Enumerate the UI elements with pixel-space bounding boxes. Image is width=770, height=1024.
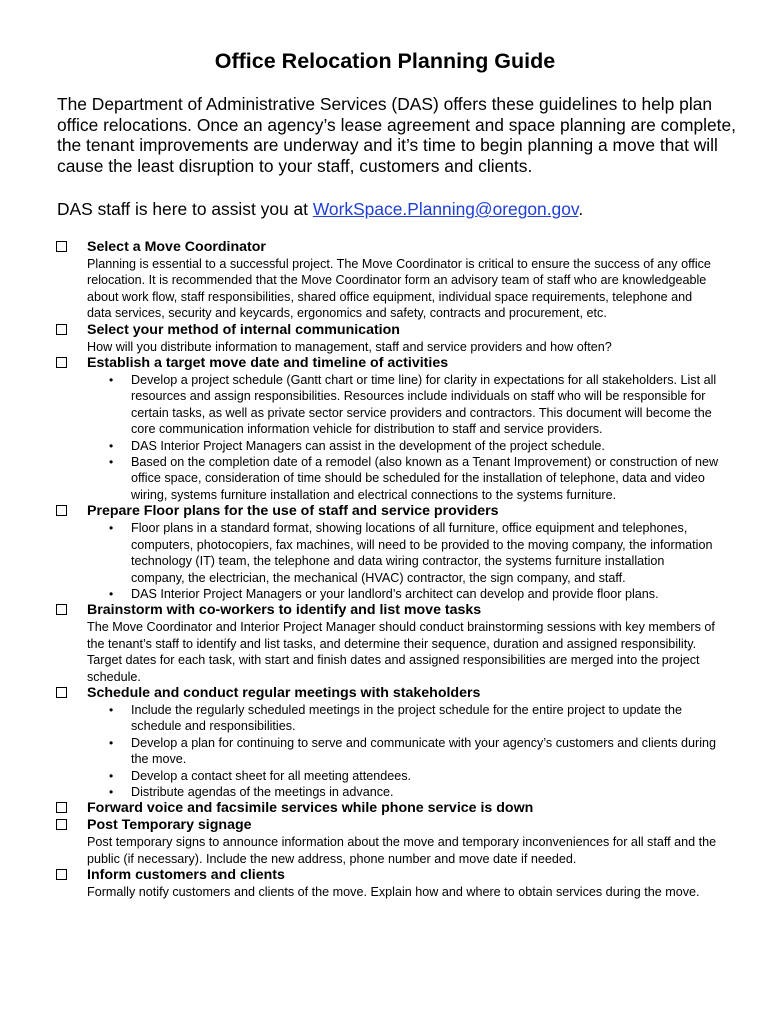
- bullet-item: • Based on the completion date of a remodel (also known as a Tenant Improvement) or construction of new office space, consideration of time should be scheduled for the installation of telephone, data and video wiring, systems furniture installation and electrical connections to the systems furniture.: [131, 454, 720, 503]
- bullet-list: [87, 702, 720, 800]
- checkbox[interactable]: [56, 324, 67, 335]
- checklist-item: [56, 602, 720, 685]
- bullet-list: [87, 520, 720, 602]
- assist-line: [57, 198, 583, 220]
- bullet-item: • Floor plans in a standard format, showing locations of all furniture, office equipment and telephones, computers, photocopiers, fax machines, will need to be provided to the moving company, the information technology (IT) team, the telephone and data wiring contractor, the systems furniture installation company, the electrician, the mechanical (HVAC) contractor, the sign company, and staff.: [131, 520, 720, 586]
- intro-paragraph: The Department of Administrative Services (DAS) offers these guidelines to help plan office relocations. Once an agency’s lease agreement and space planning are complete, the tenant improvements are underway and it’s time to begin planning a move that will cause the least disruption to your staff, customers and clients.: [57, 94, 736, 176]
- item-heading: Post Temporary signage: [87, 817, 252, 834]
- item-heading: Select your method of internal communication: [87, 321, 400, 338]
- assist-text: DAS staff is here to assist you at: [57, 199, 313, 219]
- item-heading: Brainstorm with co-workers to identify and list move tasks: [87, 602, 482, 619]
- item-description: How will you distribute information to management, staff and service providers and how often?: [87, 339, 612, 354]
- checkbox[interactable]: [56, 802, 67, 813]
- item-description: Formally notify customers and clients of the move. Explain how and where to obtain services during the move.: [87, 885, 700, 900]
- checkbox[interactable]: [56, 869, 67, 880]
- item-description: The Move Coordinator and Interior Project Manager should conduct brainstorming sessions with key members of the tenant’s staff to identify and list tasks, and determine their sequence, duration and assigned responsibility. Target dates for each task, with start and finish dates and assigned responsibilities are merged into the project schedule.: [87, 620, 715, 684]
- item-heading: Prepare Floor plans for the use of staff and service providers: [87, 503, 499, 520]
- item-description: Post temporary signs to announce information about the move and temporary inconveniences for all staff and the public (if necessary). Include the new address, phone number and move date if needed.: [87, 835, 717, 866]
- checklist-item: [56, 800, 720, 817]
- checklist-item: [56, 239, 720, 322]
- bullet-item: • Develop a project schedule (Gantt chart or time line) for clarity in expectations for all stakeholders. List all resources and assign responsibilities. Resources include individuals on staff who will be responsible for certain tasks, as well as private sector service providers and contractors. This document will become the core communication information vehicle for distribution to staff and service providers.: [131, 372, 720, 438]
- checklist-item: [56, 322, 720, 355]
- checkbox[interactable]: [56, 505, 67, 516]
- item-heading: Forward voice and facsimile services while phone service is down: [87, 800, 534, 817]
- bullet-item: • Develop a contact sheet for all meeting attendees.: [131, 768, 720, 784]
- page-title: Office Relocation Planning Guide: [214, 49, 556, 73]
- bullet-item: • DAS Interior Project Managers or your landlord’s architect can develop and provide floor plans.: [131, 586, 720, 602]
- checklist-item: [56, 355, 720, 503]
- checklist-item: [56, 685, 720, 800]
- bullet-item: • Distribute agendas of the meetings in advance.: [131, 784, 720, 800]
- checkbox[interactable]: [56, 687, 67, 698]
- bullet-list: [87, 372, 720, 503]
- bullet-item: • Develop a plan for continuing to serve and communicate with your agency’s customers and clients during the move.: [131, 735, 720, 768]
- checklist-item: [56, 867, 720, 900]
- bullet-item: • DAS Interior Project Managers can assist in the development of the project schedule.: [131, 438, 720, 454]
- checkbox[interactable]: [56, 357, 67, 368]
- item-heading: Establish a target move date and timeline of activities: [87, 355, 449, 372]
- assist-end: .: [578, 199, 584, 219]
- checklist: [56, 239, 720, 901]
- bullet-item: • Include the regularly scheduled meetings in the project schedule for the entire project to update the schedule and responsibilities.: [131, 702, 720, 735]
- checklist-item: [56, 817, 720, 867]
- checkbox[interactable]: [56, 819, 67, 830]
- checklist-item: [56, 503, 720, 602]
- checkbox[interactable]: [56, 241, 67, 252]
- item-heading: Select a Move Coordinator: [87, 239, 266, 255]
- item-heading: Inform customers and clients: [87, 867, 285, 884]
- email-link[interactable]: WorkSpace.Planning@oregon.gov: [312, 199, 579, 219]
- item-heading: Schedule and conduct regular meetings with stakeholders: [87, 684, 481, 701]
- item-description: Planning is essential to a successful project. The Move Coordinator is critical to ensure the success of any office relocation. It is recommended that the Move Coordinator form an advisory team of staff who are knowledgeable about work flow, staff responsibilities, shared office equipment, individual space requirements, telephone and data services, security and keycards, ergonomics and safety, contracts and procurement, etc.: [87, 257, 711, 321]
- checkbox[interactable]: [56, 604, 67, 615]
